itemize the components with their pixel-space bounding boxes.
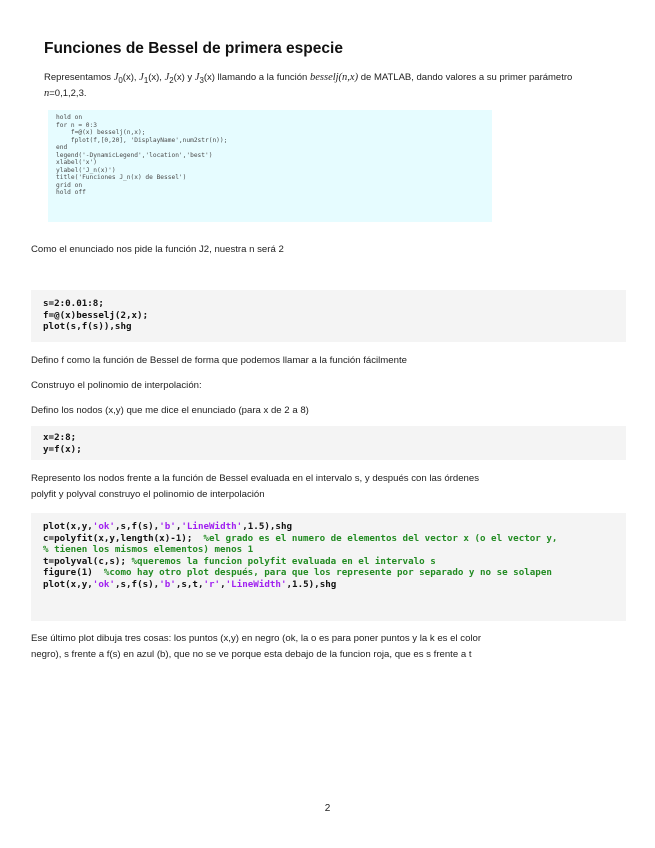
code-block-bessel	[31, 290, 626, 342]
intro-text: Representamos	[44, 72, 114, 83]
code-token: s=2:0.01:8;	[43, 298, 104, 309]
code-line	[43, 579, 614, 591]
math-arg: (x) llamando a la función	[203, 72, 310, 83]
section-title: Funciones de Bessel de primera especie	[44, 40, 343, 57]
math-arg: (x),	[148, 72, 165, 83]
page-number: 2	[324, 803, 331, 814]
example-code-line: grid on	[56, 181, 83, 189]
math-sub: 1	[143, 75, 149, 85]
code-string: 'ok'	[92, 578, 115, 590]
code-token: ,	[175, 521, 182, 532]
code-token: ,s,f(s),	[114, 578, 160, 590]
paragraph-last-plot-2: negro), s frente a f(s) en azul (b), que no se ve porque esta debajo de la funcion roja, que es s frente a t	[31, 649, 472, 660]
paragraph-represent-2: polyfit y polyval construyo el polinomio de interpolación	[31, 489, 265, 500]
matlab-example-box	[48, 110, 492, 222]
code-block-interpolation	[31, 513, 626, 621]
code-token: ,s,f(s),	[114, 521, 160, 532]
code-string: 'ok'	[92, 521, 115, 532]
code-token: ,	[220, 578, 226, 590]
intro-text: de MATLAB, dando valores a su primer parámetro	[358, 72, 573, 83]
code-token: t=polyval(c,s);	[43, 555, 132, 567]
math-sub: 0	[118, 75, 123, 85]
math-arg: (x),	[122, 72, 140, 83]
example-code-line: hold off	[56, 189, 86, 196]
example-code-line: ylabel('J_n(x)')	[56, 166, 116, 174]
code-string: 'b'	[159, 521, 176, 532]
code-comment: %el grado es el numero de elementos del vector x (o el vector y,	[203, 532, 558, 544]
example-code-line: fplot(f,[0,20], 'DisplayName',num2str(n));	[70, 136, 228, 144]
code-line	[43, 432, 614, 444]
code-line	[43, 533, 614, 545]
code-token: ,s,t,	[175, 578, 204, 590]
code-string: 'LineWidth'	[225, 578, 287, 590]
math-j: J	[194, 72, 200, 83]
code-line	[43, 567, 614, 579]
example-code-line: f=@(x) besselj(n,x);	[70, 129, 146, 136]
code-comment: %queremos la funcion polyfit evaluada en el intervalo s	[131, 555, 436, 567]
math-j: J	[139, 72, 144, 83]
math-sub: 3	[199, 75, 204, 85]
example-code-line: for n = 0:3	[56, 121, 97, 129]
code-block-nodes	[31, 426, 626, 460]
math-j: J	[164, 72, 170, 83]
math-sub: 2	[169, 75, 174, 85]
code-token: ,1.5),shg	[242, 521, 293, 532]
math-j: J	[113, 72, 119, 83]
code-token: plot(x,y,	[43, 521, 93, 532]
code-token: plot(x,y,	[43, 578, 93, 590]
paragraph-last-plot-1: Ese último plot dibuja tres cosas: los puntos (x,y) en negro (ok, la o es para poner puntos y la k es el color	[31, 633, 482, 644]
code-token: f=@(x)besselj(2,x);	[43, 309, 149, 321]
code-token: y=f(x);	[43, 443, 82, 455]
code-token: ,1.5),shg	[286, 578, 337, 590]
paragraph-nodes: Defino los nodos (x,y) que me dice el enunciado (para x de 2 a 8)	[31, 405, 309, 416]
code-line	[43, 444, 614, 456]
paragraph-j2: Como el enunciado nos pide la función J2, nuestra n será 2	[31, 244, 284, 255]
code-comment: % tienen los mismos elementos) menos 1	[43, 544, 254, 555]
example-code-line: xlabel('x')	[56, 159, 97, 166]
code-token: x=2:8;	[43, 432, 77, 443]
code-token: figure(1)	[43, 567, 104, 578]
example-code-line: hold on	[56, 114, 83, 121]
math-arg: (x) y	[173, 72, 195, 83]
code-line	[43, 310, 614, 322]
code-line	[43, 321, 614, 333]
example-code-line: end	[56, 144, 68, 151]
param-n: n	[44, 87, 50, 99]
code-line	[43, 544, 614, 556]
intro-text: =0,1,2,3.	[49, 87, 87, 99]
intro-paragraph	[44, 71, 604, 100]
code-token: plot(s,f(s)),shg	[43, 321, 132, 332]
paragraph-represent-1: Represento los nodos frente a la función de Bessel evaluada en el intervalo s, y después con las órdenes	[31, 473, 479, 484]
code-line	[43, 521, 614, 533]
function-name: besselj(n,x)	[309, 72, 359, 83]
code-line	[43, 298, 614, 310]
example-code-line: legend('-DynamicLegend','location','best')	[56, 151, 213, 159]
code-line	[43, 556, 614, 568]
paragraph-define-f: Defino f como la función de Bessel de forma que podemos llamar a la función fácilmente	[31, 355, 407, 366]
example-code-line: title('Funciones J_n(x) de Bessel')	[56, 174, 187, 181]
code-comment: %como hay otro plot después, para que los represente por separado y no se solapen	[103, 567, 552, 578]
code-string: 'LineWidth'	[181, 521, 243, 532]
code-string: 'b'	[159, 578, 176, 590]
code-string: 'r'	[203, 578, 221, 590]
paragraph-build-poly: Construyo el polinomio de interpolación:	[31, 380, 202, 391]
code-token: c=polyfit(x,y,length(x)-1);	[43, 532, 204, 544]
matlab-example-code	[56, 114, 484, 197]
